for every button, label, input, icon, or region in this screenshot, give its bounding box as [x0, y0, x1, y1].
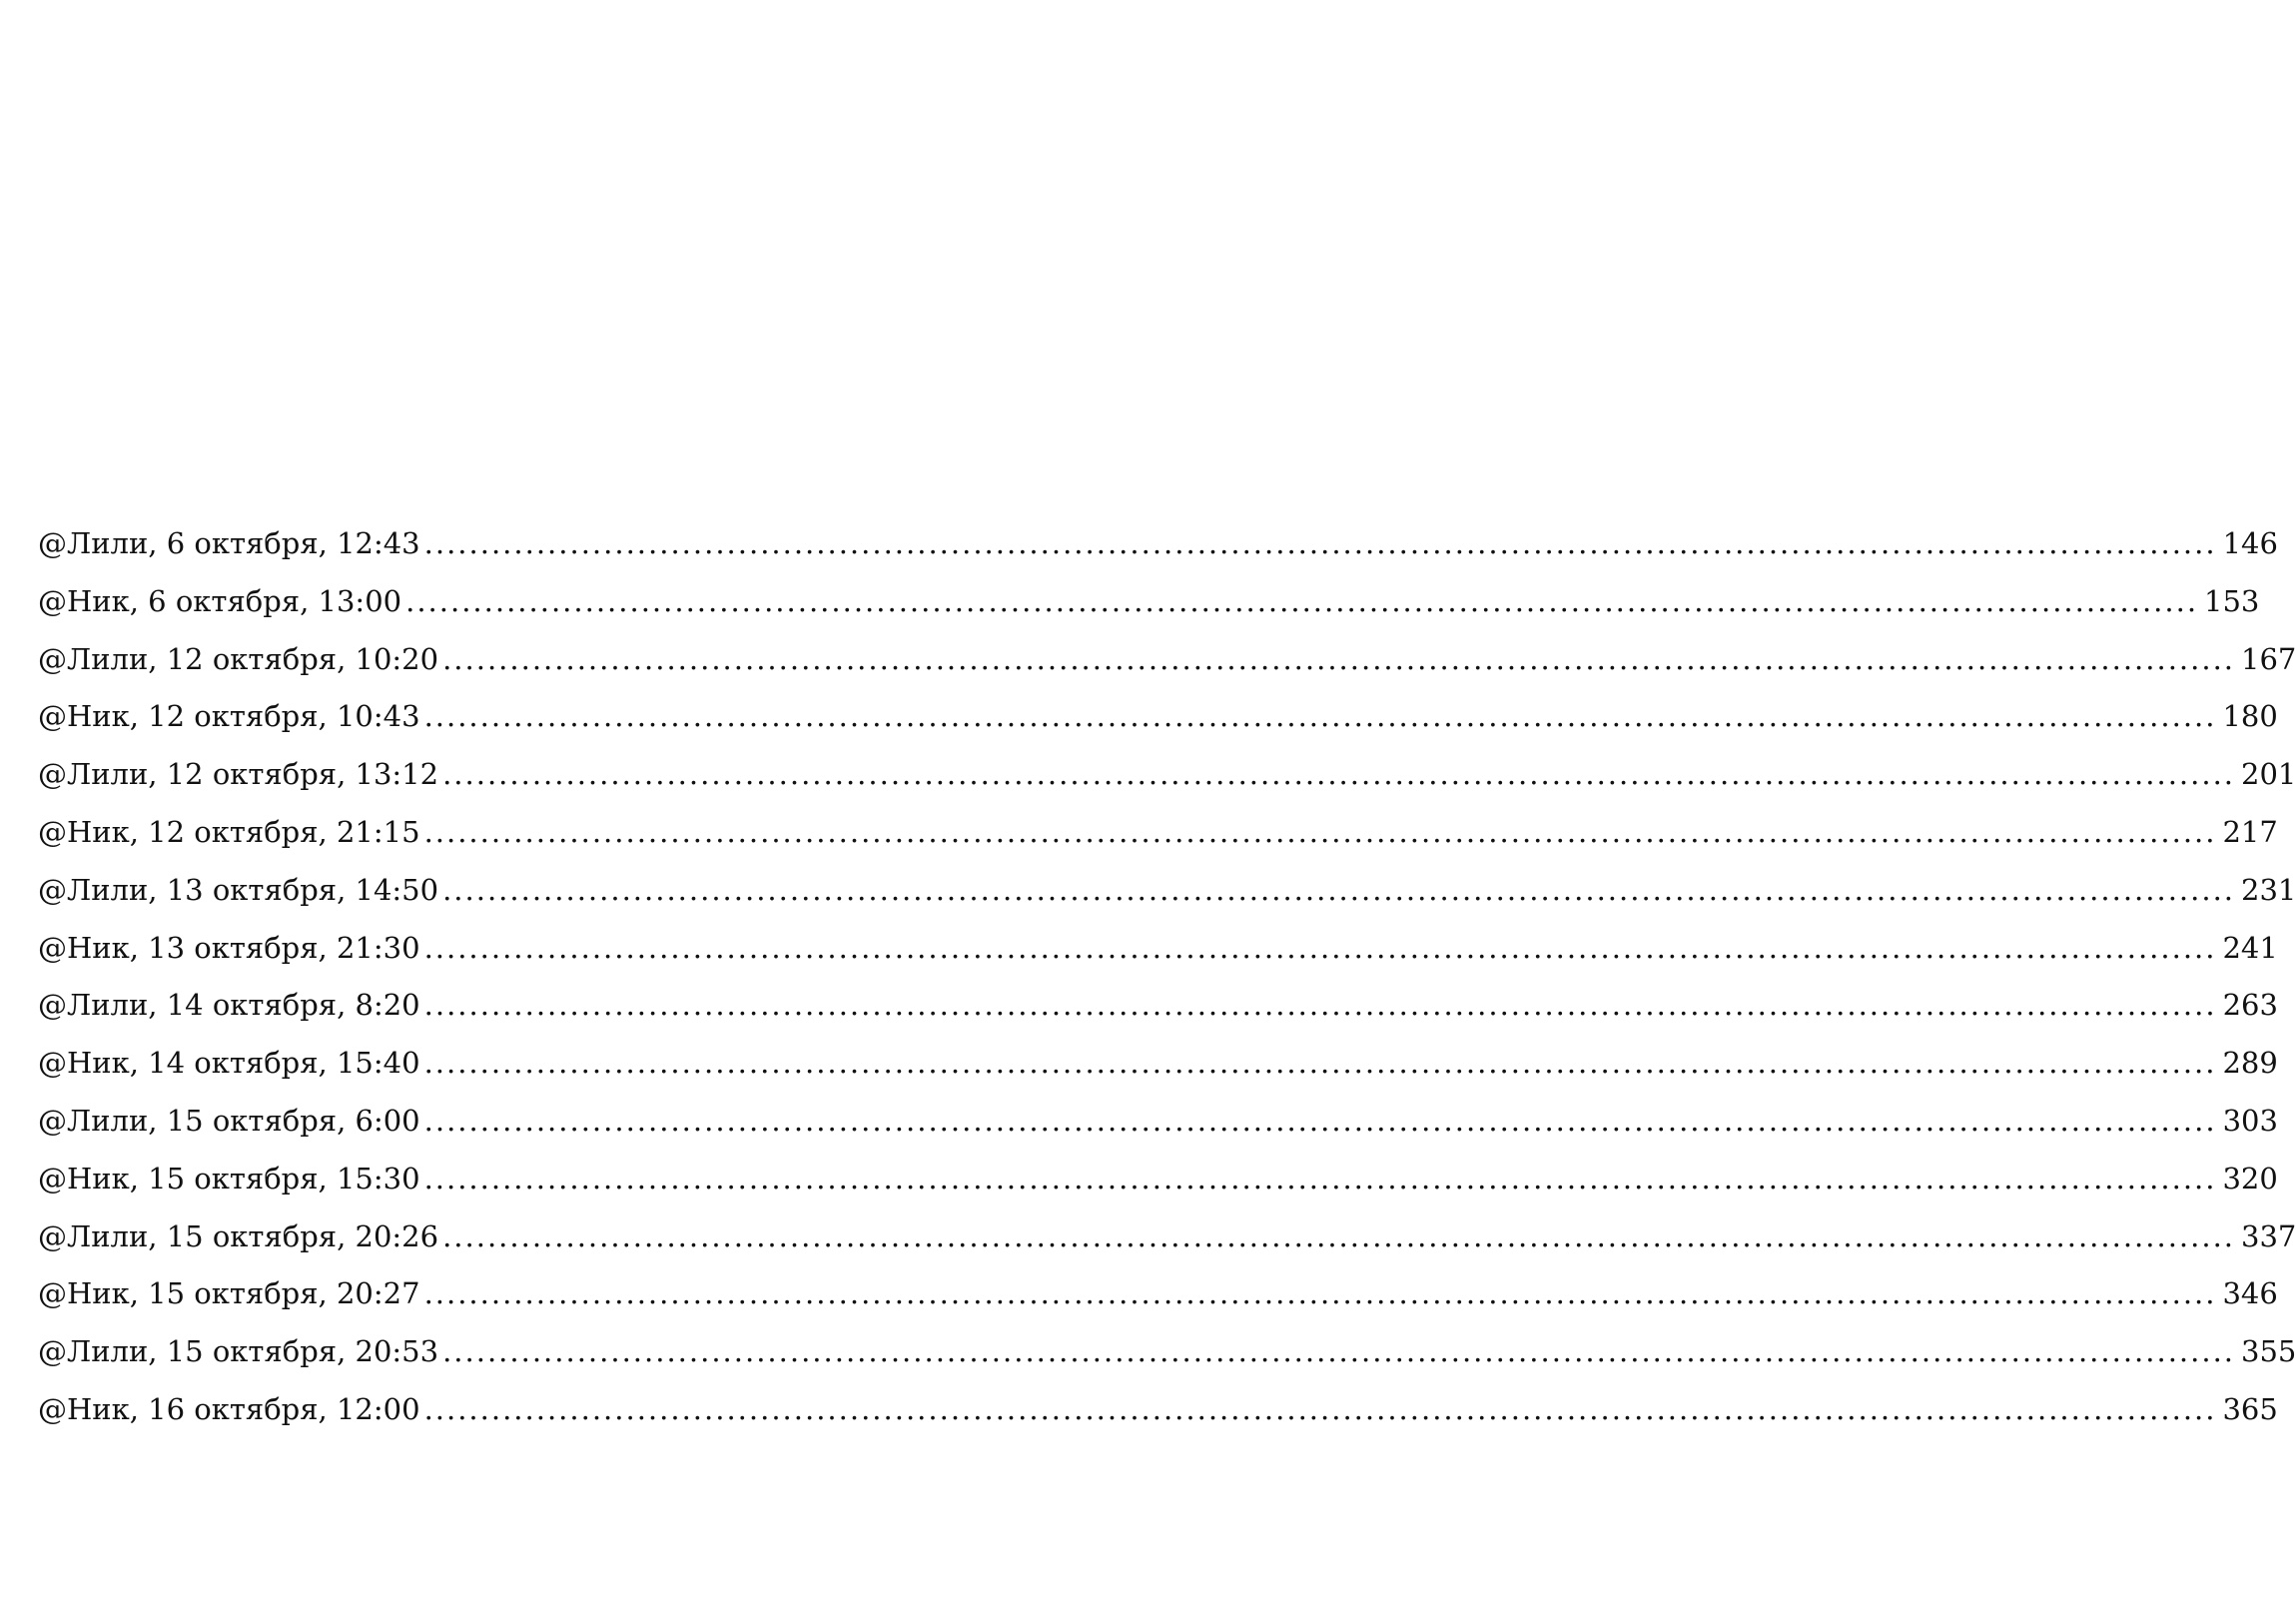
toc-entry-page: 289	[2222, 1046, 2278, 1081]
toc-entry-page: 217	[2222, 814, 2278, 849]
toc-entry-title: @Ник, 16 октября, 12:00	[38, 1391, 420, 1426]
toc-dot-leader: ................................................................................................................................................................	[423, 699, 2217, 734]
toc-entry[interactable]	[38, 636, 2296, 694]
toc-entry[interactable]	[38, 1098, 2278, 1156]
toc-dot-leader: ................................................................................................................................................................	[423, 526, 2217, 560]
toc-entry-title: @Лили, 15 октября, 6:00	[38, 1103, 420, 1138]
toc-entry-page: 337	[2241, 1218, 2296, 1253]
toc-entry[interactable]	[38, 982, 2278, 1040]
toc-entry[interactable]	[38, 925, 2278, 983]
toc-entry[interactable]	[38, 1040, 2278, 1098]
toc-dot-leader: ................................................................................................................................................................	[442, 757, 2236, 792]
toc-entry-title: @Ник, 12 октября, 10:43	[38, 699, 420, 734]
toc-entry-page: 263	[2222, 988, 2278, 1023]
toc-entry-page: 153	[2204, 583, 2260, 618]
table-of-contents	[38, 520, 2296, 1444]
toc-dot-leader: ................................................................................................................................................................	[423, 1161, 2217, 1196]
toc-dot-leader: ................................................................................................................................................................	[423, 814, 2217, 849]
toc-entry-title: @Лили, 15 октября, 20:53	[38, 1334, 439, 1369]
toc-entry[interactable]	[38, 751, 2296, 809]
toc-entry-page: 346	[2222, 1276, 2278, 1311]
toc-entry[interactable]	[38, 1270, 2278, 1328]
toc-entry-page: 167	[2241, 641, 2296, 676]
toc-dot-leader: ................................................................................................................................................................	[423, 1046, 2217, 1081]
toc-entry-title: @Лили, 12 октября, 13:12	[38, 757, 439, 792]
toc-dot-leader: ................................................................................................................................................................	[423, 1391, 2217, 1426]
toc-entry-page: 320	[2222, 1161, 2278, 1196]
toc-entry-page: 146	[2222, 526, 2278, 560]
toc-entry[interactable]	[38, 578, 2260, 636]
toc-entry[interactable]	[38, 693, 2278, 751]
toc-entry-title: @Ник, 15 октября, 15:30	[38, 1161, 420, 1196]
toc-dot-leader: ................................................................................................................................................................	[405, 583, 2199, 618]
toc-dot-leader: ................................................................................................................................................................	[423, 988, 2217, 1023]
toc-entry-title: @Лили, 15 октября, 20:26	[38, 1218, 439, 1253]
toc-entry-page: 355	[2241, 1334, 2296, 1369]
toc-dot-leader: ................................................................................................................................................................	[442, 872, 2236, 907]
toc-entry[interactable]	[38, 520, 2278, 578]
toc-entry[interactable]	[38, 1213, 2296, 1271]
toc-entry[interactable]	[38, 1386, 2278, 1444]
toc-entry-page: 231	[2241, 872, 2296, 907]
toc-entry[interactable]	[38, 1156, 2278, 1213]
toc-entry-title: @Лили, 13 октября, 14:50	[38, 872, 439, 907]
toc-entry-page: 241	[2222, 930, 2278, 965]
toc-entry-title: @Ник, 15 октября, 20:27	[38, 1276, 420, 1311]
toc-entry-page: 303	[2222, 1103, 2278, 1138]
toc-dot-leader: ................................................................................................................................................................	[423, 1103, 2217, 1138]
toc-dot-leader: ................................................................................................................................................................	[442, 641, 2236, 676]
toc-entry-title: @Ник, 6 октября, 13:00	[38, 583, 402, 618]
toc-dot-leader: ................................................................................................................................................................	[442, 1334, 2236, 1369]
toc-entry-page: 180	[2222, 699, 2278, 734]
toc-entry-page: 365	[2222, 1391, 2278, 1426]
toc-entry-title: @Ник, 14 октября, 15:40	[38, 1046, 420, 1081]
toc-entry-page: 201	[2241, 757, 2296, 792]
toc-entry-title: @Ник, 12 октября, 21:15	[38, 814, 420, 849]
toc-dot-leader: ................................................................................................................................................................	[423, 930, 2217, 965]
toc-entry-title: @Лили, 12 октября, 10:20	[38, 641, 439, 676]
toc-entry-title: @Лили, 6 октября, 12:43	[38, 526, 420, 560]
toc-entry-title: @Ник, 13 октября, 21:30	[38, 930, 420, 965]
toc-entry[interactable]	[38, 809, 2278, 867]
toc-entry-title: @Лили, 14 октября, 8:20	[38, 988, 420, 1023]
toc-entry[interactable]	[38, 867, 2296, 925]
toc-entry[interactable]	[38, 1328, 2296, 1386]
toc-dot-leader: ................................................................................................................................................................	[423, 1276, 2217, 1311]
toc-dot-leader: ................................................................................................................................................................	[442, 1218, 2236, 1253]
